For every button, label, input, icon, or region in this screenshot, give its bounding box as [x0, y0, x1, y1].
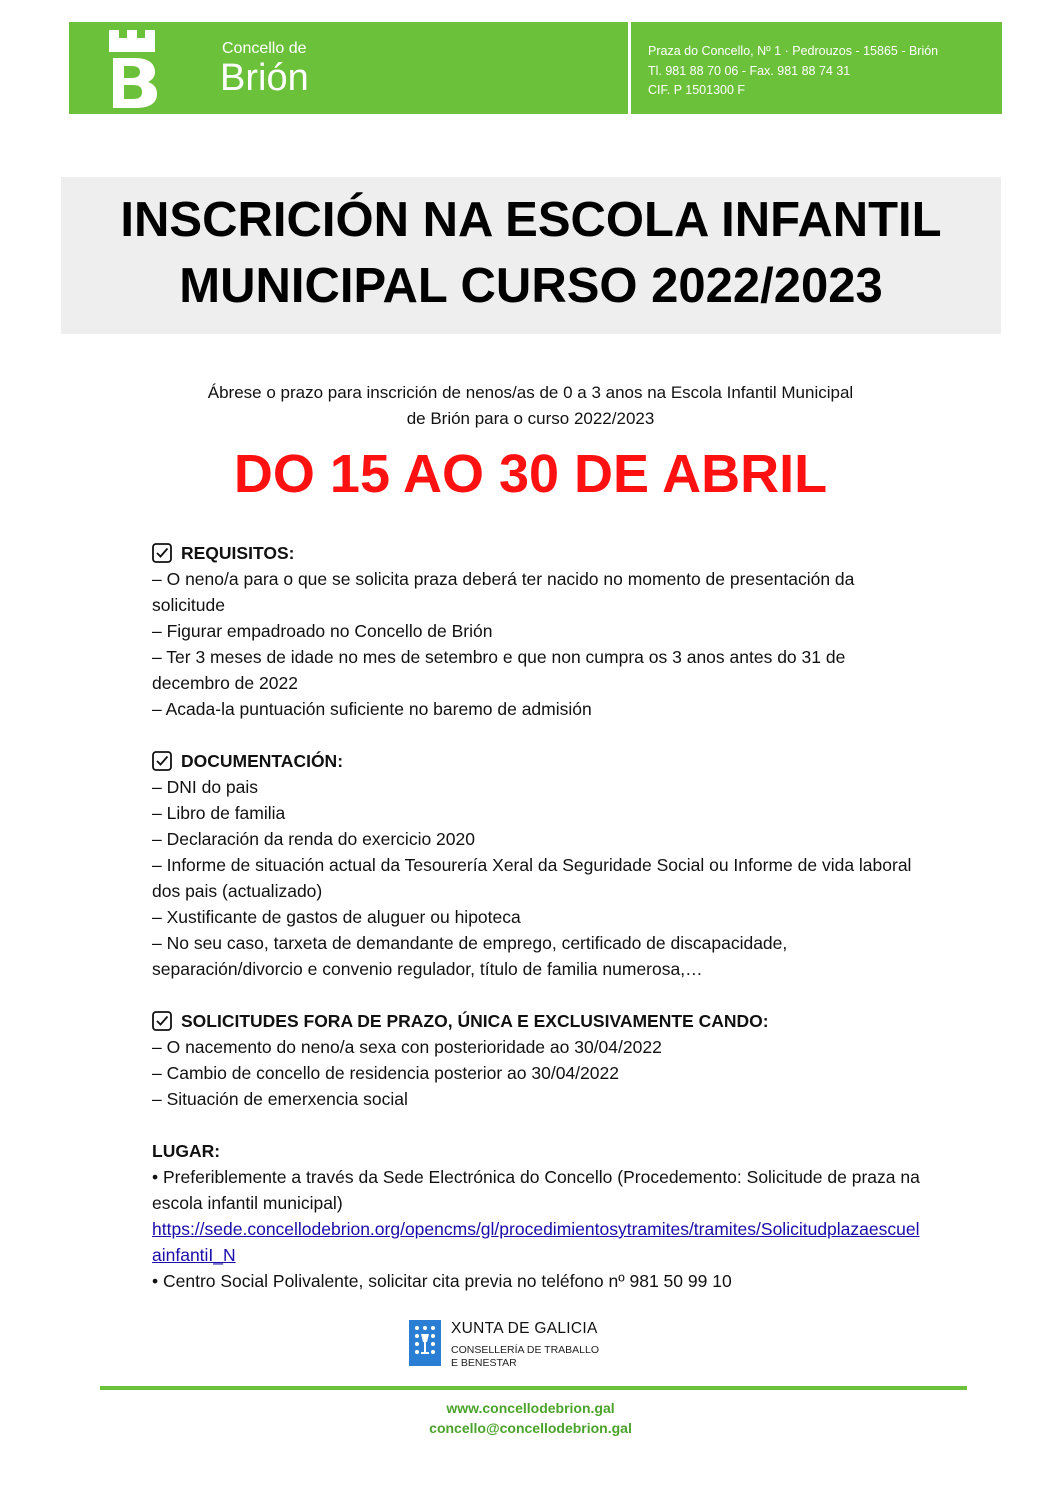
checkbox-icon [152, 1011, 172, 1031]
list-item: – No seu caso, tarxeta de demandante de emprego, certificado de discapacidade, separación/divorcio e convenio regulador, título de familia numerosa,… [152, 933, 788, 979]
list-item: – DNI do pais [152, 777, 259, 797]
heading-label: DOCUMENTACIÓN: [181, 751, 344, 771]
contact-info [648, 42, 938, 101]
list-item: – Ter 3 meses de idade no mes de setembro e que non cumpra os 3 anos antes do 31 de decembro de 2022 [152, 647, 846, 693]
list-item: – Libro de familia [152, 803, 286, 823]
intro-line-1: Ábrese o prazo para inscrición de nenos/as de 0 a 3 anos na Escola Infantil Municipal [207, 383, 854, 402]
intro-line-2: de Brión para o curso 2022/2023 [406, 409, 655, 428]
list-item: – O nacemento do neno/a sexa con posterioridade ao 30/04/2022 [152, 1037, 662, 1057]
checkbox-icon [152, 543, 172, 563]
section-heading [152, 1008, 922, 1034]
xunta-sub-line-1: CONSELLERÍA DE TRABALLO [451, 1344, 600, 1356]
section-heading: LUGAR: [152, 1141, 221, 1161]
list-item: – Cambio de concello de residencia posterior ao 30/04/2022 [152, 1063, 619, 1083]
section-documentacion [152, 748, 922, 982]
brand-title: Brión [220, 57, 309, 99]
section-requisitos [152, 540, 922, 722]
xunta-emblem-icon [409, 1320, 441, 1366]
footer-email-link[interactable]: concello@concellodebrion.gal [429, 1420, 632, 1436]
list-item: – Informe de situación actual da Tesourería Xeral da Seguridade Social ou Informe de vida laboral dos pais (actualizado) [152, 855, 912, 901]
contact-cif: CIF. P 1501300 F [648, 83, 746, 97]
intro-text [100, 380, 961, 432]
concello-logo-icon [107, 28, 163, 108]
section-heading [152, 540, 922, 566]
list-item: • Centro Social Polivalente, solicitar cita previa no teléfono nº 981 50 99 10 [152, 1271, 732, 1291]
xunta-sub-line-2: E BENESTAR [451, 1357, 517, 1369]
footer-website-link[interactable]: www.concellodebrion.gal [446, 1400, 615, 1416]
xunta-title: XUNTA DE GALICIA [451, 1320, 598, 1337]
section-heading [152, 748, 922, 774]
registration-dates: DO 15 AO 30 DE ABRIL [233, 444, 828, 504]
footer [0, 1398, 1061, 1438]
footer-divider [100, 1386, 967, 1390]
heading-label: SOLICITUDES FORA DE PRAZO, ÚNICA E EXCLUSIVAMENTE CANDO: [181, 1011, 769, 1031]
xunta-logo [409, 1320, 649, 1370]
xunta-subtitle [451, 1344, 599, 1370]
list-item: – Xustificante de gastos de aluguer ou hipoteca [152, 907, 521, 927]
list-item: – Declaración da renda do exercicio 2020 [152, 829, 475, 849]
list-item: – O neno/a para o que se solicita praza deberá ter nacido no momento de presentación da solicitude [152, 569, 855, 615]
page-title [61, 177, 1001, 334]
heading-label: REQUISITOS: [181, 543, 295, 563]
document-body [152, 540, 922, 1320]
section-fora-prazo [152, 1008, 922, 1112]
list-item: – Acada-la puntuación suficiente no baremo de admisión [152, 699, 592, 719]
list-item: – Situación de emerxencia social [152, 1089, 408, 1109]
list-item: – Figurar empadroado no Concello de Brión [152, 621, 493, 641]
title-line-1: INSCRICIÓN NA ESCOLA INFANTIL [120, 193, 942, 247]
sede-link[interactable]: https://sede.concellodebrion.org/opencms/gl/procedimientosytramites/tramites/SolicitudplazaescuelainfantiI_N [152, 1219, 920, 1265]
list-item: • Preferiblemente a través da Sede Electrónica do Concello (Procedemento: Solicitude de praza na escola infantil municipal) [152, 1167, 920, 1213]
title-line-2: MUNICIPAL CURSO 2022/2023 [179, 259, 883, 313]
checkbox-icon [152, 751, 172, 771]
contact-phone: Tl. 981 88 70 06 - Fax. 981 88 74 31 [648, 63, 851, 78]
contact-address: Praza do Concello, Nº 1 · Pedrouzos - 15865 - Brión [648, 44, 939, 58]
brand-subtitle: Concello de [222, 40, 307, 57]
section-lugar [152, 1138, 922, 1294]
